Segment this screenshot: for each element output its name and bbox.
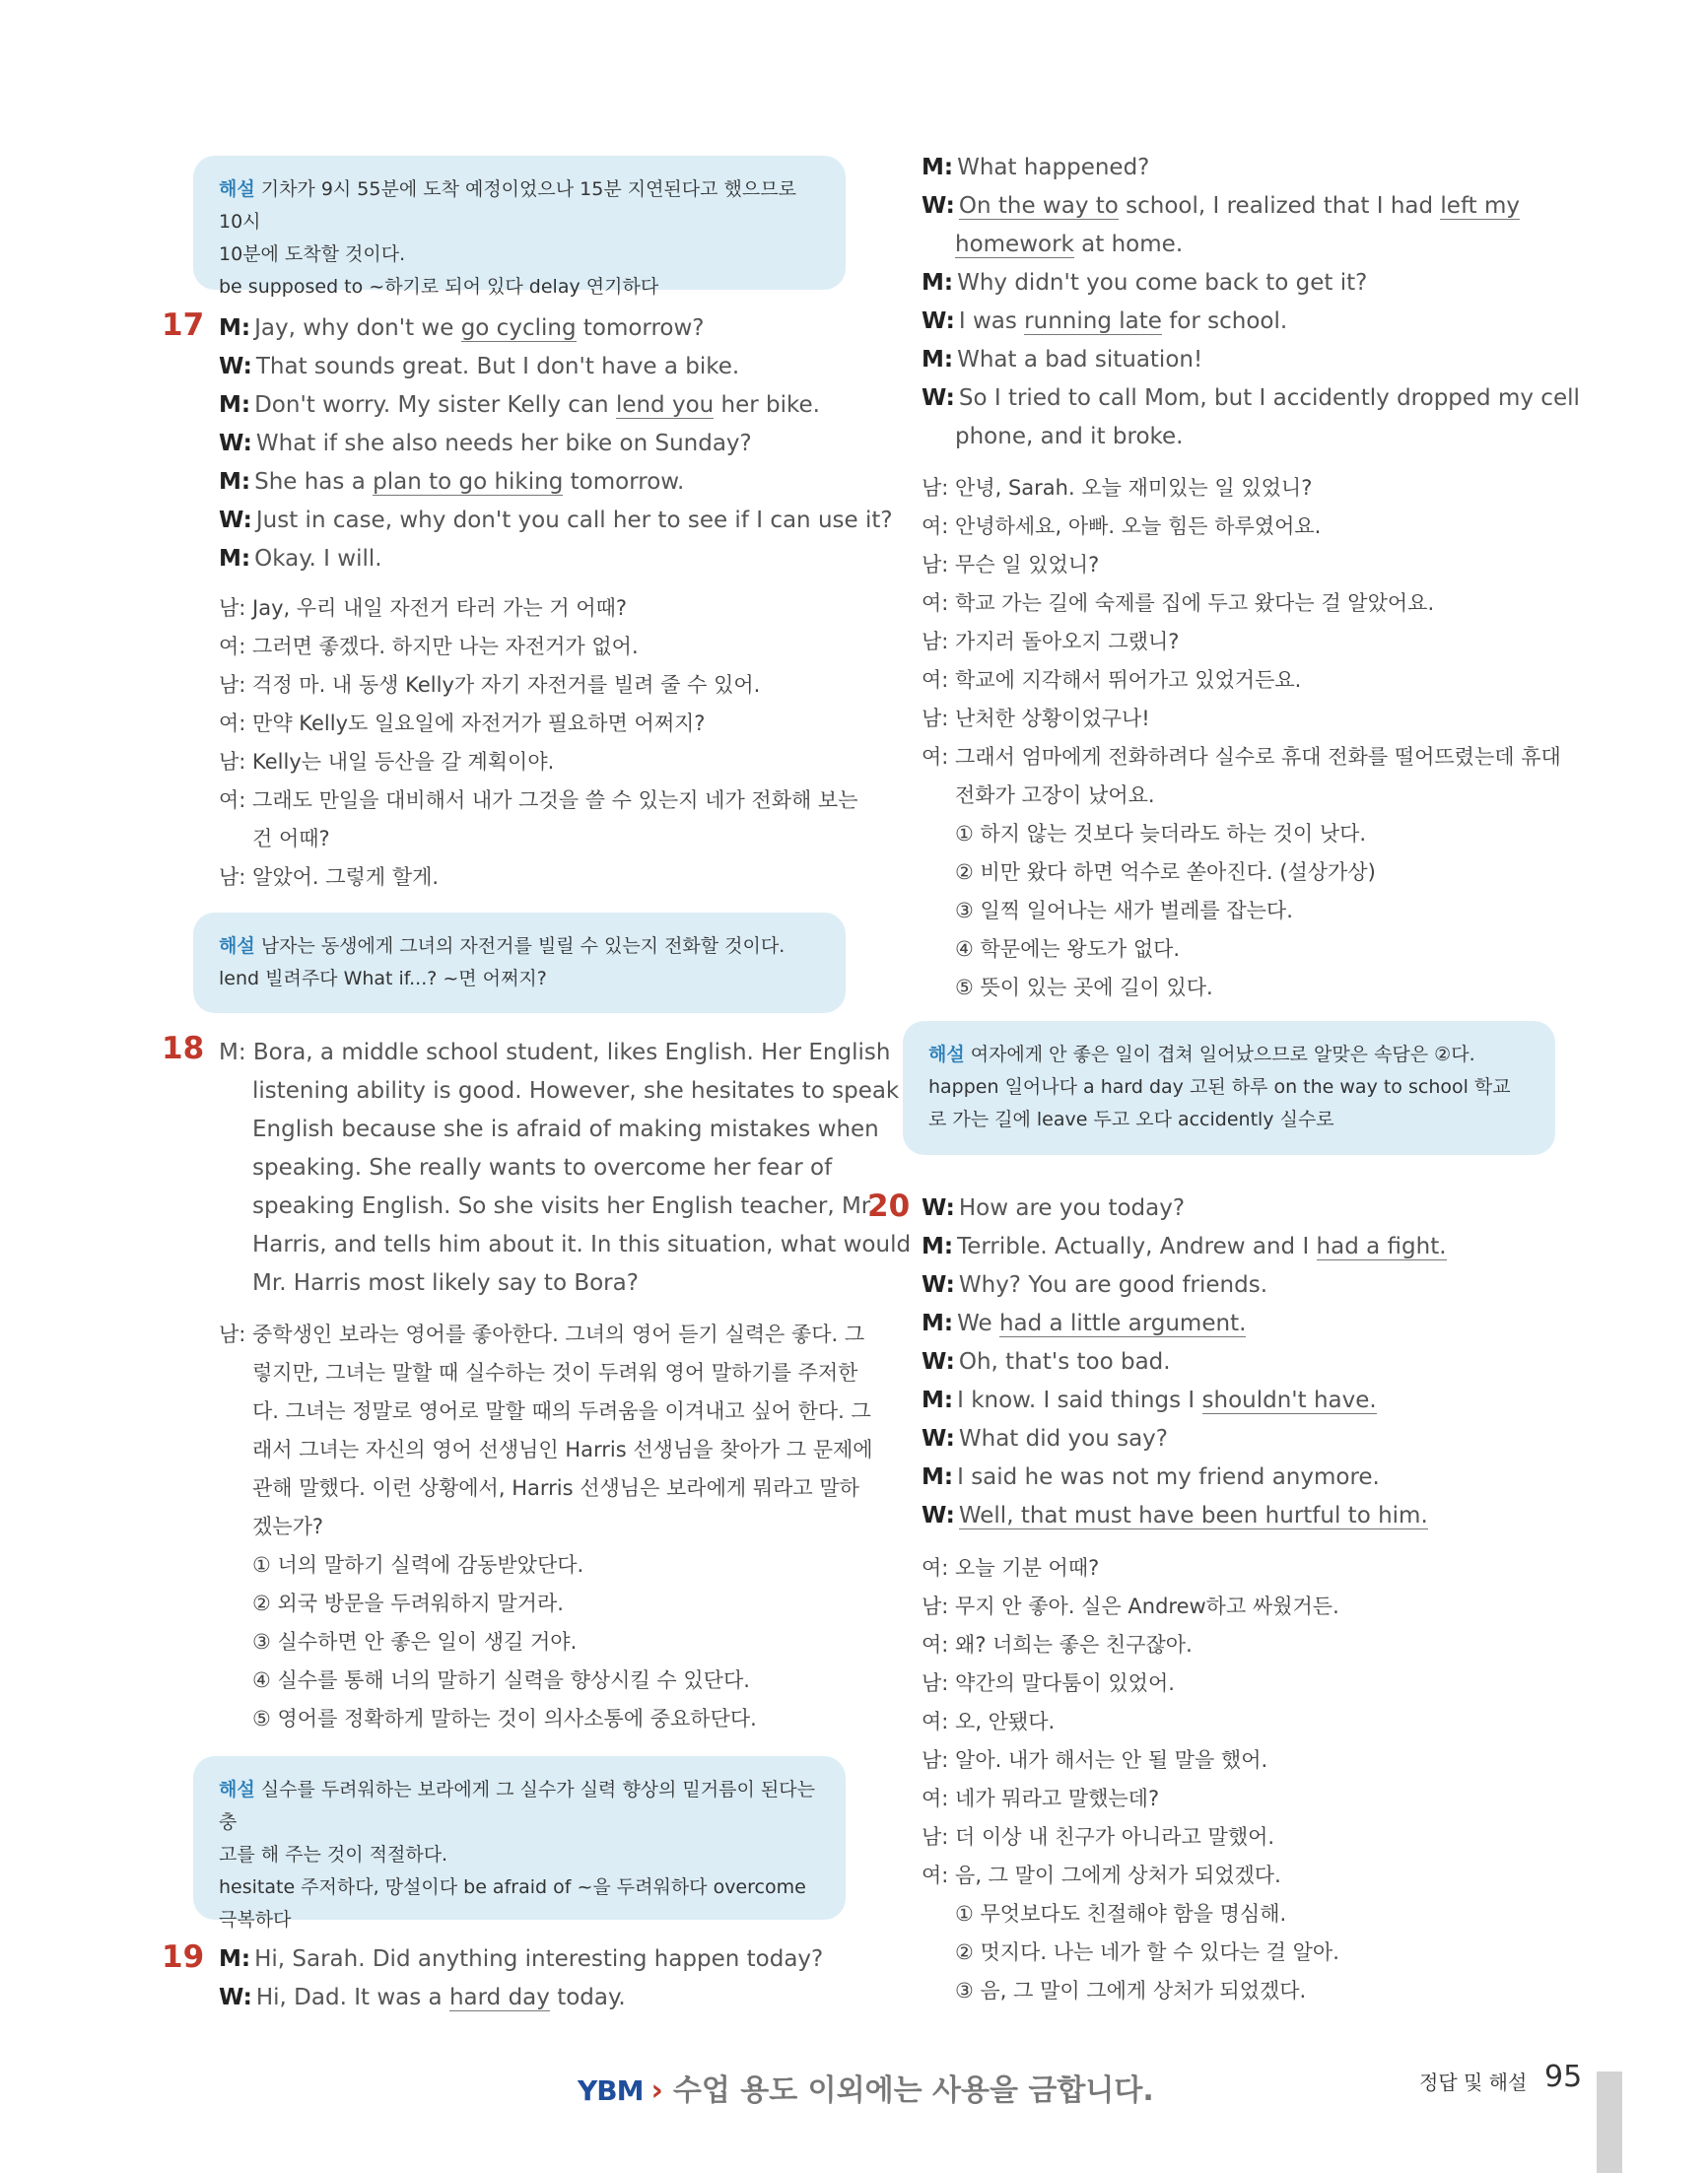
translation-line: 여: 만약 Kelly도 일요일에 자전거가 필요하면 어쩌지? bbox=[219, 712, 706, 735]
explanation-text: 남자는 동생에게 그녀의 자전거를 빌릴 수 있는지 전화할 것이다. bbox=[260, 935, 786, 957]
line-text: tomorrow. bbox=[563, 469, 685, 495]
dialogue-line bbox=[922, 187, 1520, 226]
page-edge-tab bbox=[1597, 2071, 1622, 2173]
dialogue-line bbox=[219, 1940, 823, 1979]
translation-line: 겠는가? bbox=[252, 1515, 324, 1538]
explanation-terms: 로 가는 길에 leave 두고 오다 accidently 실수로 bbox=[928, 1109, 1334, 1130]
line-text: Hi, Dad. It was a bbox=[255, 1985, 449, 2010]
key-phrase: go cycling bbox=[460, 315, 577, 341]
explanation-terms: happen 일어나다 a hard day 고된 하루 on the way to school 학교 bbox=[928, 1076, 1511, 1098]
line-text: What a bad situation! bbox=[957, 347, 1203, 373]
dialogue-line bbox=[922, 1189, 1185, 1228]
speaker-label: M: bbox=[922, 1464, 954, 1490]
key-phrase: had a little argument. bbox=[998, 1311, 1247, 1336]
line-text: tomorrow? bbox=[576, 315, 705, 341]
translation-line: 남: 무슨 일 있었니? bbox=[922, 553, 1100, 577]
translation-line: 여: 오늘 기분 어때? bbox=[922, 1556, 1100, 1580]
translation-line: 남: 중학생인 보라는 영어를 좋아한다. 그녀의 영어 듣기 실력은 좋다. 그 bbox=[219, 1323, 865, 1346]
dialogue-line bbox=[922, 1497, 1428, 1535]
translation-line: 남: 알았어. 그렇게 할게. bbox=[219, 865, 440, 889]
dialogue-line bbox=[922, 379, 1580, 418]
dialogue-line bbox=[219, 348, 739, 386]
line-text: Jay, why don't we bbox=[254, 315, 461, 341]
speaker-label: W: bbox=[219, 354, 252, 379]
line-text: Terrible. Actually, Andrew and I bbox=[957, 1234, 1317, 1259]
footer-notice-text: 수업 용도 이외에는 사용을 금합니다. bbox=[672, 2073, 1154, 2108]
speaker-label: M: bbox=[219, 469, 251, 495]
key-phrase: shouldn't have. bbox=[1201, 1388, 1377, 1413]
passage-line: M: Bora, a middle school student, likes English. Her English bbox=[219, 1040, 891, 1065]
line-text: Oh, that's too bad. bbox=[958, 1349, 1171, 1375]
chevron-right-icon: › bbox=[650, 2073, 663, 2108]
line-text: I know. I said things I bbox=[957, 1388, 1202, 1413]
speaker-label: W: bbox=[922, 1195, 955, 1221]
line-text: What did you say? bbox=[958, 1426, 1168, 1452]
translation-line: ④ 실수를 통해 너의 말하기 실력을 향상시킬 수 있단다. bbox=[252, 1668, 750, 1692]
translation-line: 여: 안녕하세요, 아빠. 오늘 힘든 하루였어요. bbox=[922, 514, 1322, 538]
key-phrase: Well, that must have been hurtful to him. bbox=[958, 1503, 1428, 1528]
translation-line: 여: 왜? 너희는 좋은 친구잖아. bbox=[922, 1633, 1193, 1657]
dialogue-line bbox=[922, 1266, 1267, 1305]
line-text: phone, and it broke. bbox=[955, 424, 1184, 449]
translation-line: 건 어때? bbox=[252, 827, 330, 850]
translation-line: ③ 실수하면 안 좋은 일이 생길 거야. bbox=[252, 1630, 578, 1654]
explanation-box-16 bbox=[193, 156, 846, 298]
key-phrase: On the way to bbox=[958, 193, 1119, 219]
dialogue-line bbox=[922, 1382, 1377, 1420]
translation-line: 남: 약간의 말다툼이 있었어. bbox=[922, 1671, 1175, 1695]
dialogue-line bbox=[219, 502, 893, 540]
translation-line: 남: 더 이상 내 친구가 아니라고 말했어. bbox=[922, 1825, 1275, 1849]
ybm-logo: YBM bbox=[578, 2074, 644, 2107]
section-label: 정답 및 해설 bbox=[1419, 2071, 1528, 2094]
explanation-box-17 bbox=[193, 913, 846, 1013]
dialogue-line bbox=[922, 303, 1287, 341]
dialogue-line bbox=[219, 1979, 626, 2017]
speaker-label: W: bbox=[922, 1272, 955, 1298]
speaker-label: M: bbox=[219, 546, 251, 572]
translation-line: 여: 그래도 만일을 대비해서 내가 그것을 쓸 수 있는지 네가 전화해 보는 bbox=[219, 788, 858, 812]
translation-line: 남: 난처한 상황이었구나! bbox=[922, 707, 1150, 730]
line-text: I said he was not my friend anymore. bbox=[957, 1464, 1380, 1490]
speaker-label: M: bbox=[922, 1311, 954, 1336]
dialogue-line bbox=[219, 386, 820, 425]
translation-line: 관해 말했다. 이런 상황에서, Harris 선생님은 보라에게 뭐라고 말하 bbox=[252, 1476, 859, 1500]
translation-line: ② 비만 왔다 하면 억수로 쏟아진다. (설상가상) bbox=[955, 860, 1376, 884]
dialogue-line bbox=[922, 1459, 1380, 1497]
translation-line: ④ 학문에는 왕도가 없다. bbox=[955, 937, 1181, 961]
translation-line: 남: 가지러 돌아오지 그랬니? bbox=[922, 630, 1180, 653]
line-text: I was bbox=[958, 308, 1025, 334]
translation-line: 남: 걱정 마. 내 동생 Kelly가 자기 자전거를 빌려 줄 수 있어. bbox=[219, 673, 761, 697]
translation-line: 여: 그래서 엄마에게 전화하려다 실수로 휴대 전화를 떨어뜨렸는데 휴대 bbox=[922, 745, 1561, 769]
speaker-label: M: bbox=[922, 1234, 954, 1259]
line-text: for school. bbox=[1161, 308, 1288, 334]
question-number-18: 18 bbox=[162, 1031, 205, 1066]
translation-line: 여: 네가 뭐라고 말했는데? bbox=[922, 1787, 1160, 1810]
translation-line: ⑤ 영어를 정확하게 말하는 것이 의사소통에 중요하단다. bbox=[252, 1707, 757, 1731]
dialogue-line bbox=[922, 341, 1202, 379]
speaker-label: M: bbox=[922, 347, 954, 373]
question-number-20: 20 bbox=[867, 1188, 911, 1224]
passage-line: speaking. She really wants to overcome her fear of bbox=[252, 1155, 833, 1181]
key-phrase: lend you bbox=[615, 392, 715, 418]
translation-line: ② 멋지다. 나는 네가 할 수 있다는 걸 알아. bbox=[955, 1940, 1339, 1964]
line-text: Why? You are good friends. bbox=[958, 1272, 1268, 1298]
line-text: That sounds great. But I don't have a bike. bbox=[255, 354, 740, 379]
line-text: Why didn't you come back to get it? bbox=[957, 270, 1368, 296]
translation-line: ③ 일찍 일어나는 새가 벌레를 잡는다. bbox=[955, 899, 1293, 922]
line-text: We bbox=[957, 1311, 999, 1336]
explanation-text: 여자에게 안 좋은 일이 겹쳐 일어났으므로 알맞은 속담은 ②다. bbox=[970, 1044, 1475, 1065]
line-text: today. bbox=[549, 1985, 626, 2010]
dialogue-line bbox=[955, 226, 1183, 264]
line-text: So I tried to call Mom, but I accidently dropped my cell bbox=[958, 385, 1580, 411]
speaker-label: W: bbox=[922, 193, 955, 219]
speaker-label: M: bbox=[219, 315, 251, 341]
translation-line: ② 외국 방문을 두려워하지 말거라. bbox=[252, 1592, 564, 1615]
key-phrase: running late bbox=[1024, 308, 1162, 334]
explanation-terms: 극복하다 bbox=[219, 1909, 292, 1931]
translation-line: ③ 음, 그 말이 그에게 상처가 되었겠다. bbox=[955, 1979, 1307, 2003]
translation-line: 여: 학교에 지각해서 뛰어가고 있었거든요. bbox=[922, 668, 1302, 692]
speaker-label: W: bbox=[922, 1349, 955, 1375]
explanation-box-19 bbox=[903, 1021, 1555, 1155]
explanation-box-18 bbox=[193, 1756, 846, 1931]
translation-line: 여: 학교 가는 길에 숙제를 집에 두고 왔다는 걸 알았어요. bbox=[922, 591, 1435, 615]
line-text: her bike. bbox=[714, 392, 820, 418]
explanation-terms: hesitate 주저하다, 망설이다 be afraid of ~을 두려워하다 overcome bbox=[219, 1876, 806, 1898]
speaker-label: M: bbox=[219, 392, 251, 418]
speaker-label: W: bbox=[922, 1426, 955, 1452]
explanation-text: 고를 해 주는 것이 적절하다. bbox=[219, 1844, 448, 1866]
line-text: school, I realized that I had bbox=[1118, 193, 1441, 219]
translation-line: 래서 그녀는 자신의 영어 선생님인 Harris 선생님을 찾아가 그 문제에 bbox=[252, 1438, 873, 1461]
dialogue-line bbox=[955, 418, 1183, 456]
speaker-label: W: bbox=[922, 308, 955, 334]
line-text: at home. bbox=[1073, 232, 1184, 257]
line-text: What happened? bbox=[957, 155, 1150, 180]
dialogue-line bbox=[219, 425, 752, 463]
speaker-label: M: bbox=[922, 270, 954, 296]
passage-line: English because she is afraid of making mistakes when bbox=[252, 1117, 879, 1142]
line-text: She has a bbox=[254, 469, 374, 495]
explanation-text: 기차가 9시 55분에 도착 예정이었으나 15분 지연된다고 했으므로 10시 bbox=[219, 178, 796, 233]
footer-notice bbox=[578, 2066, 1154, 2109]
translation-line: 여: 그러면 좋겠다. 하지만 나는 자전거가 없어. bbox=[219, 635, 639, 658]
explanation-head: 해설 bbox=[219, 935, 255, 957]
explanation-head: 해설 bbox=[219, 1779, 255, 1800]
speaker-label: W: bbox=[922, 385, 955, 411]
speaker-label: M: bbox=[922, 155, 954, 180]
explanation-terms: be supposed to ~하기로 되어 있다 delay 연기하다 bbox=[219, 276, 659, 298]
line-text: Just in case, why don't you call her to see if I can use it? bbox=[255, 508, 893, 533]
translation-line: ① 무엇보다도 친절해야 함을 명심해. bbox=[955, 1902, 1287, 1926]
translation-line: 남: Jay, 우리 내일 자전거 타러 가는 거 어때? bbox=[219, 596, 628, 620]
key-phrase: hard day bbox=[448, 1985, 550, 2010]
explanation-text: 10분에 도착할 것이다. bbox=[219, 243, 406, 265]
speaker-label: W: bbox=[219, 508, 252, 533]
dialogue-line bbox=[219, 309, 705, 348]
translation-line: ⑤ 뜻이 있는 곳에 길이 있다. bbox=[955, 976, 1213, 999]
explanation-terms: lend 빌려주다 What if...? ~면 어쩌지? bbox=[219, 968, 547, 989]
translation-line: 여: 오, 안됐다. bbox=[922, 1710, 1056, 1733]
dialogue-line bbox=[922, 1228, 1447, 1266]
translation-line: 렇지만, 그녀는 말할 때 실수하는 것이 두려워 영어 말하기를 주저한 bbox=[252, 1361, 858, 1385]
explanation-head: 해설 bbox=[219, 178, 255, 200]
speaker-label: M: bbox=[922, 1388, 954, 1413]
translation-line: 남: 알아. 내가 해서는 안 될 말을 했어. bbox=[922, 1748, 1268, 1772]
dialogue-line bbox=[219, 463, 684, 502]
passage-line: Harris, and tells him about it. In this situation, what would bbox=[252, 1232, 912, 1257]
line-text: Hi, Sarah. Did anything interesting happen today? bbox=[254, 1946, 824, 1972]
key-phrase: had a fight. bbox=[1316, 1234, 1447, 1259]
question-number-17: 17 bbox=[162, 307, 205, 343]
key-phrase: plan to go hiking bbox=[373, 469, 564, 495]
speaker-label: M: bbox=[219, 1946, 251, 1972]
translation-line: 남: 안녕, Sarah. 오늘 재미있는 일 있었니? bbox=[922, 476, 1313, 500]
dialogue-line bbox=[922, 264, 1367, 303]
dialogue-line bbox=[922, 1420, 1168, 1459]
explanation-text: 실수를 두려워하는 보라에게 그 실수가 실력 향상의 밑거름이 된다는 충 bbox=[219, 1779, 815, 1833]
passage-line: Mr. Harris most likely say to Bora? bbox=[252, 1270, 639, 1296]
key-phrase: homework bbox=[955, 232, 1074, 257]
question-number-19: 19 bbox=[162, 1939, 205, 1975]
page-number: 95 bbox=[1544, 2060, 1583, 2094]
translation-line: 남: 무지 안 좋아. 실은 Andrew하고 싸웠거든. bbox=[922, 1595, 1339, 1618]
translation-line: ① 하지 않는 것보다 늦더라도 하는 것이 낫다. bbox=[955, 822, 1367, 846]
dialogue-line bbox=[922, 1305, 1246, 1343]
speaker-label: W: bbox=[219, 1985, 252, 2010]
line-text: Don't worry. My sister Kelly can bbox=[254, 392, 616, 418]
translation-line: 여: 음, 그 말이 그에게 상처가 되었겠다. bbox=[922, 1864, 1281, 1887]
dialogue-line bbox=[922, 149, 1149, 187]
dialogue-line bbox=[219, 540, 382, 578]
key-phrase: left my bbox=[1440, 193, 1521, 219]
dialogue-line bbox=[922, 1343, 1171, 1382]
translation-line: 남: Kelly는 내일 등산을 갈 계획이야. bbox=[219, 750, 555, 774]
speaker-label: W: bbox=[922, 1503, 955, 1528]
explanation-head: 해설 bbox=[928, 1044, 965, 1065]
translation-line: 다. 그녀는 정말로 영어로 말할 때의 두려움을 이겨내고 싶어 한다. 그 bbox=[252, 1399, 871, 1423]
translation-line: ① 너의 말하기 실력에 감동받았단다. bbox=[252, 1553, 584, 1577]
line-text: Okay. I will. bbox=[254, 546, 382, 572]
passage-line: listening ability is good. However, she hesitates to speak bbox=[252, 1078, 900, 1104]
translation-line: 전화가 고장이 났어요. bbox=[955, 783, 1155, 807]
speaker-label: W: bbox=[219, 431, 252, 456]
line-text: How are you today? bbox=[958, 1195, 1186, 1221]
passage-line: speaking English. So she visits her English teacher, Mr. bbox=[252, 1193, 876, 1219]
line-text: What if she also needs her bike on Sunday? bbox=[255, 431, 752, 456]
